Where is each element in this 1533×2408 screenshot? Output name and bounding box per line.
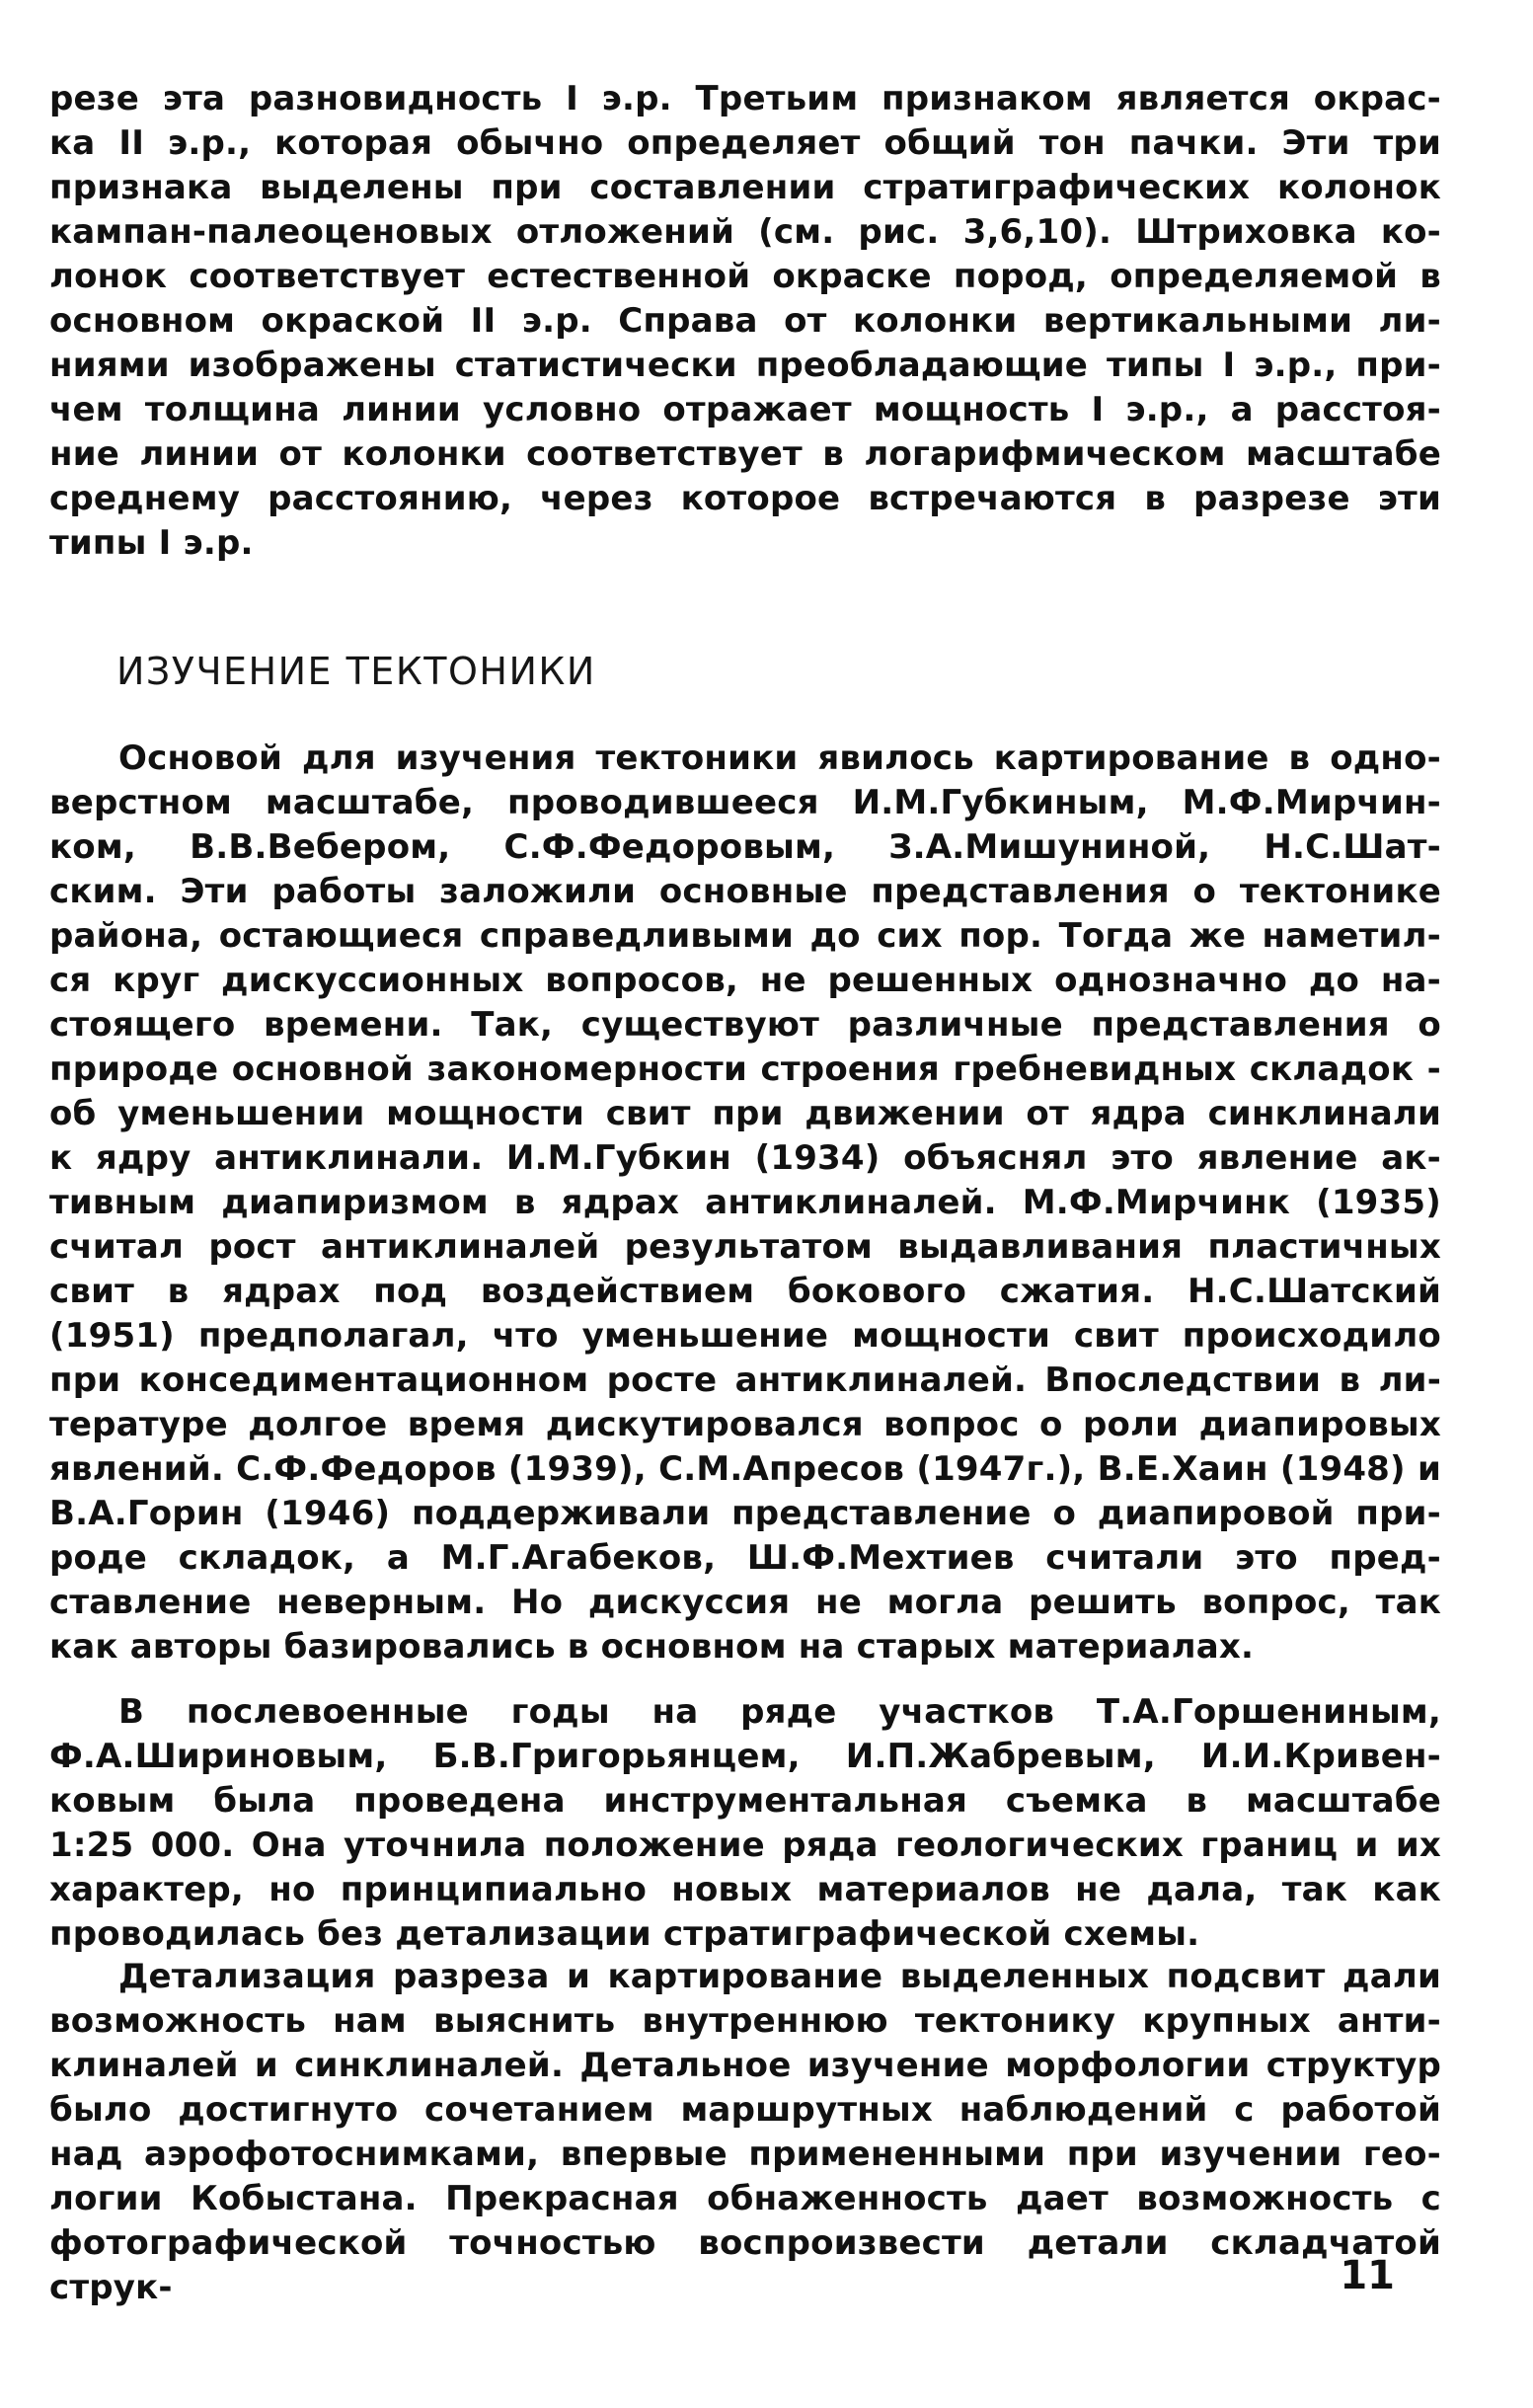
text-line: природе основной закономерности строения гребневидных складок -	[49, 1049, 1441, 1089]
text-line: ком, В.В.Вебером, С.Ф.Федоровым, З.А.Мишуниной, Н.С.Шат-	[49, 827, 1441, 867]
text-line: среднему расстоянию, через которое встречаются в разрезе эти	[49, 479, 1441, 518]
text-line: клиналей и синклиналей. Детальное изучение морфологии структур	[49, 2046, 1441, 2085]
text-line: проводилась без детализации стратиграфической схемы.	[49, 1914, 1200, 1954]
text-line: явлений. С.Ф.Федоров (1939), С.М.Апресов (1947г.), В.Е.Хаин (1948) и	[49, 1449, 1441, 1489]
text-line: Детализация разреза и картирование выделенных подсвит дали	[118, 1957, 1441, 1996]
text-line: фотографической точностью воспроизвести детали складчатой струк-	[49, 2223, 1441, 2307]
text-line: тивным диапиризмом в ядрах антиклиналей. М.Ф.Мирчинк (1935)	[49, 1183, 1441, 1222]
text-line: ся круг дискуссионных вопросов, не решенных однозначно до на-	[49, 961, 1441, 1000]
text-line: стоящего времени. Так, существуют различные представления о	[49, 1005, 1441, 1045]
text-line: верстном масштабе, проводившееся И.М.Губкиным, М.Ф.Мирчин-	[49, 783, 1441, 822]
text-line: считал рост антиклиналей результатом выдавливания пластичных	[49, 1227, 1441, 1267]
section-heading: ИЗУЧЕНИЕ ТЕКТОНИКИ	[116, 650, 596, 693]
text-line: 1:25 000. Она уточнила положение ряда геологических границ и их	[49, 1825, 1441, 1865]
intro-paragraph	[49, 77, 1441, 566]
text-line: ниями изображены статистически преобладающие типы I э.р., при-	[49, 346, 1441, 385]
text-line: было достигнуто сочетанием маршрутных наблюдений с работой	[49, 2090, 1441, 2130]
paragraph-2	[49, 1690, 1441, 1957]
text-line: кампан-палеоценовых отложений (см. рис. 3,6,10). Штриховка ко-	[49, 212, 1441, 252]
text-line: признака выделены при составлении стратиграфических колонок	[49, 168, 1441, 207]
text-line: ние линии от колонки соответствует в логарифмическом масштабе	[49, 434, 1441, 474]
text-line: об уменьшении мощности свит при движении от ядра синклинали	[49, 1094, 1441, 1133]
text-line: над аэрофотоснимками, впервые примененными при изучении гео-	[49, 2135, 1441, 2174]
text-line: логии Кобыстана. Прекрасная обнаженность дает возможность с	[49, 2179, 1441, 2218]
text-line: ка II э.р., которая обычно определяет общий тон пачки. Эти три	[49, 123, 1441, 163]
text-line: В.А.Горин (1946) поддерживали представление о диапировой при-	[49, 1494, 1441, 1533]
text-line: к ядру антиклинали. И.М.Губкин (1934) объяснял это явление ак-	[49, 1138, 1441, 1178]
text-line: при конседиментационном росте антиклиналей. Впоследствии в ли-	[49, 1360, 1441, 1400]
text-line: возможность нам выяснить внутреннюю тектонику крупных анти-	[49, 2001, 1441, 2041]
text-line: типы I э.р.	[49, 523, 254, 563]
paragraph-1	[49, 737, 1441, 1670]
text-line: как авторы базировались в основном на старых материалах.	[49, 1627, 1255, 1667]
text-line: резе эта разновидность I э.р. Третьим признаком является окрас-	[49, 79, 1441, 118]
page-number: 11	[1340, 2253, 1395, 2298]
text-line: ковым была проведена инструментальная съемка в масштабе	[49, 1781, 1441, 1821]
text-line: ским. Эти работы заложили основные представления о тектонике	[49, 872, 1441, 911]
text-line: Основой для изучения тектоники явилось картирование в одно-	[118, 738, 1441, 778]
text-line: роде складок, а М.Г.Агабеков, Ш.Ф.Мехтиев считали это пред-	[49, 1538, 1441, 1578]
text-line: (1951) предполагал, что уменьшение мощности свит происходило	[49, 1316, 1441, 1356]
text-line: характер, но принципиально новых материалов не дала, так как	[49, 1870, 1441, 1909]
text-line: чем толщина линии условно отражает мощность I э.р., а расстоя-	[49, 390, 1441, 429]
text-line: ставление неверным. Но дискуссия не могла решить вопрос, так	[49, 1583, 1441, 1622]
text-line: В послевоенные годы на ряде участков Т.А.Горшениным,	[118, 1692, 1441, 1732]
text-line: лонок соответствует естественной окраске пород, определяемой в	[49, 257, 1441, 296]
text-line: основном окраской II э.р. Справа от колонки вертикальными ли-	[49, 301, 1441, 341]
text-line: свит в ядрах под воздействием бокового сжатия. Н.С.Шатский	[49, 1272, 1441, 1311]
text-line: тературе долгое время дискутировался вопрос о роли диапировых	[49, 1405, 1441, 1444]
text-line: Ф.А.Шириновым, Б.В.Григорьянцем, И.П.Жабревым, И.И.Кривен-	[49, 1737, 1441, 1776]
text-line: района, остающиеся справедливыми до сих пор. Тогда же наметил-	[49, 916, 1441, 956]
